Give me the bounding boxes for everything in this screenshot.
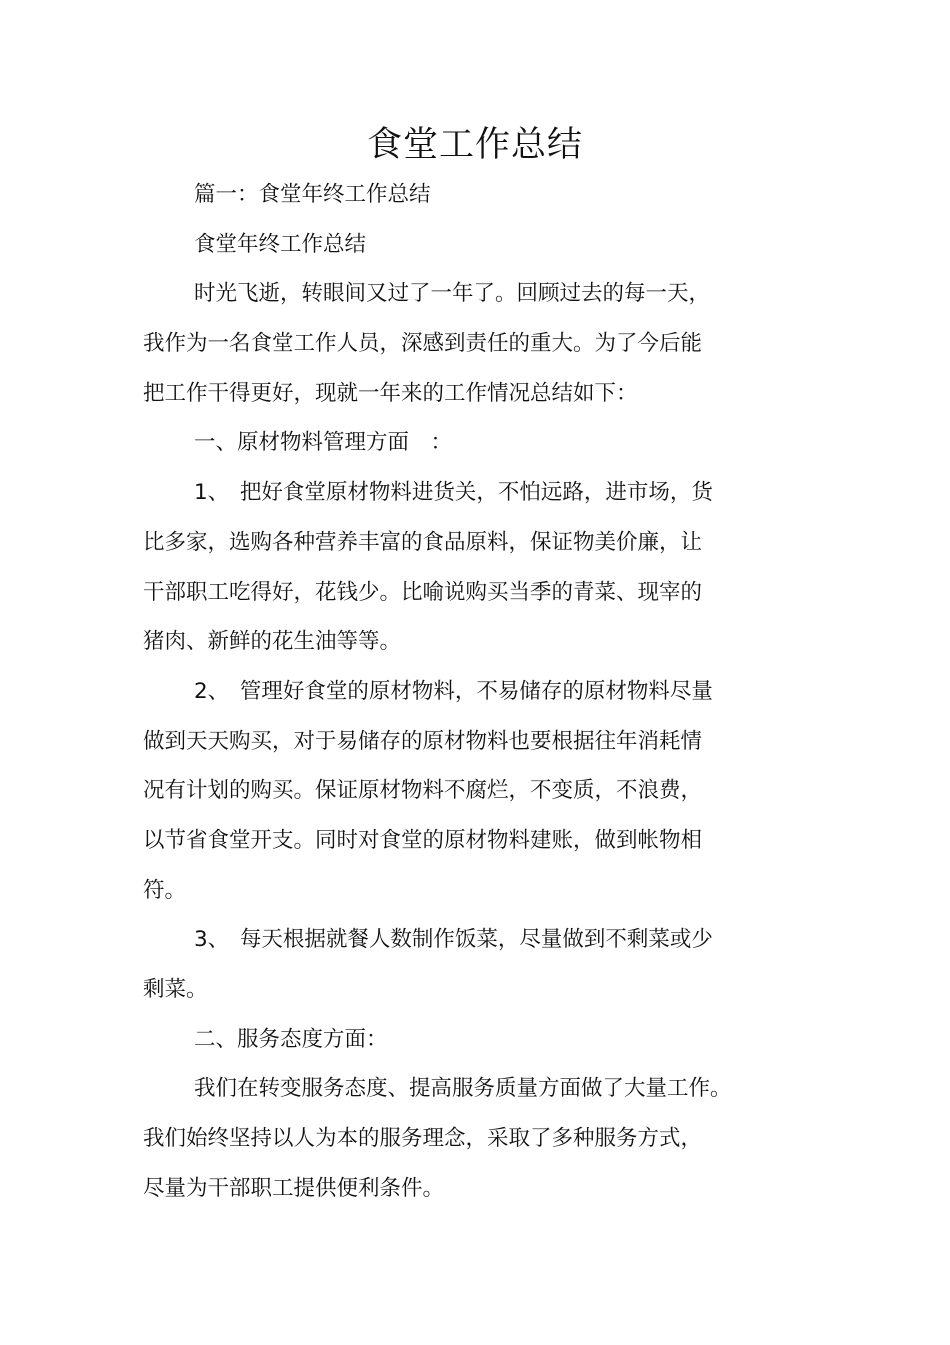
body-line: 食堂年终工作总结 bbox=[194, 231, 367, 257]
body-line: 把工作干得更好，现就一年来的工作情况总结如下： bbox=[143, 380, 638, 406]
body-line: 时光飞逝，转眼间又过了一年了。回顾过去的每一天， bbox=[194, 281, 711, 307]
body-line: 剩菜。 bbox=[143, 977, 208, 1002]
body-line: 一、原材物料管理方面 ： bbox=[194, 430, 453, 456]
body-line: 做到天天购买，对于易储存的原材物料也要根据往年消耗情 bbox=[143, 728, 703, 754]
body-line: 我作为一名食堂工作人员，深感到责任的重大。为了今后能 bbox=[143, 331, 703, 357]
body-line: 2、 管理好食堂的原材物料，不易储存的原材物料尽量 bbox=[194, 678, 713, 704]
body-line: 篇一：食堂年终工作总结 bbox=[194, 182, 431, 207]
body-line: 1、 把好食堂原材物料进货关，不怕远路，进市场，货 bbox=[194, 480, 713, 506]
body-line: 3、 每天根据就餐人数制作饭菜，尽量做到不剩菜或少 bbox=[194, 927, 713, 953]
body-line: 猪肉、新鲜的花生油等等。 bbox=[143, 629, 402, 655]
body-line: 以节省食堂开支。同时对食堂的原材物料建账，做到帐物相 bbox=[143, 827, 703, 853]
body-line: 我们始终坚持以人为本的服务理念，采取了多种服务方式， bbox=[143, 1126, 703, 1152]
body-line: 比多家，选购各种营养丰富的食品原料，保证物美价廉，让 bbox=[143, 529, 703, 555]
body-line: 我们在转变服务态度、提高服务质量方面做了大量工作。 bbox=[194, 1076, 732, 1102]
body-line: 二、服务态度方面： bbox=[194, 1026, 388, 1052]
body-line: 干部职工吃得好，花钱少。比喻说购买当季的青菜、现宰的 bbox=[143, 579, 703, 605]
body-line: 符。 bbox=[143, 877, 187, 903]
body-line: 尽量为干部职工提供便利条件。 bbox=[143, 1175, 445, 1201]
document-body bbox=[143, 170, 763, 1213]
body-line: 况有计划的购买。保证原材物料不腐烂，不变质，不浪费， bbox=[143, 778, 703, 804]
document-title: 食堂工作总结 bbox=[366, 125, 583, 165]
